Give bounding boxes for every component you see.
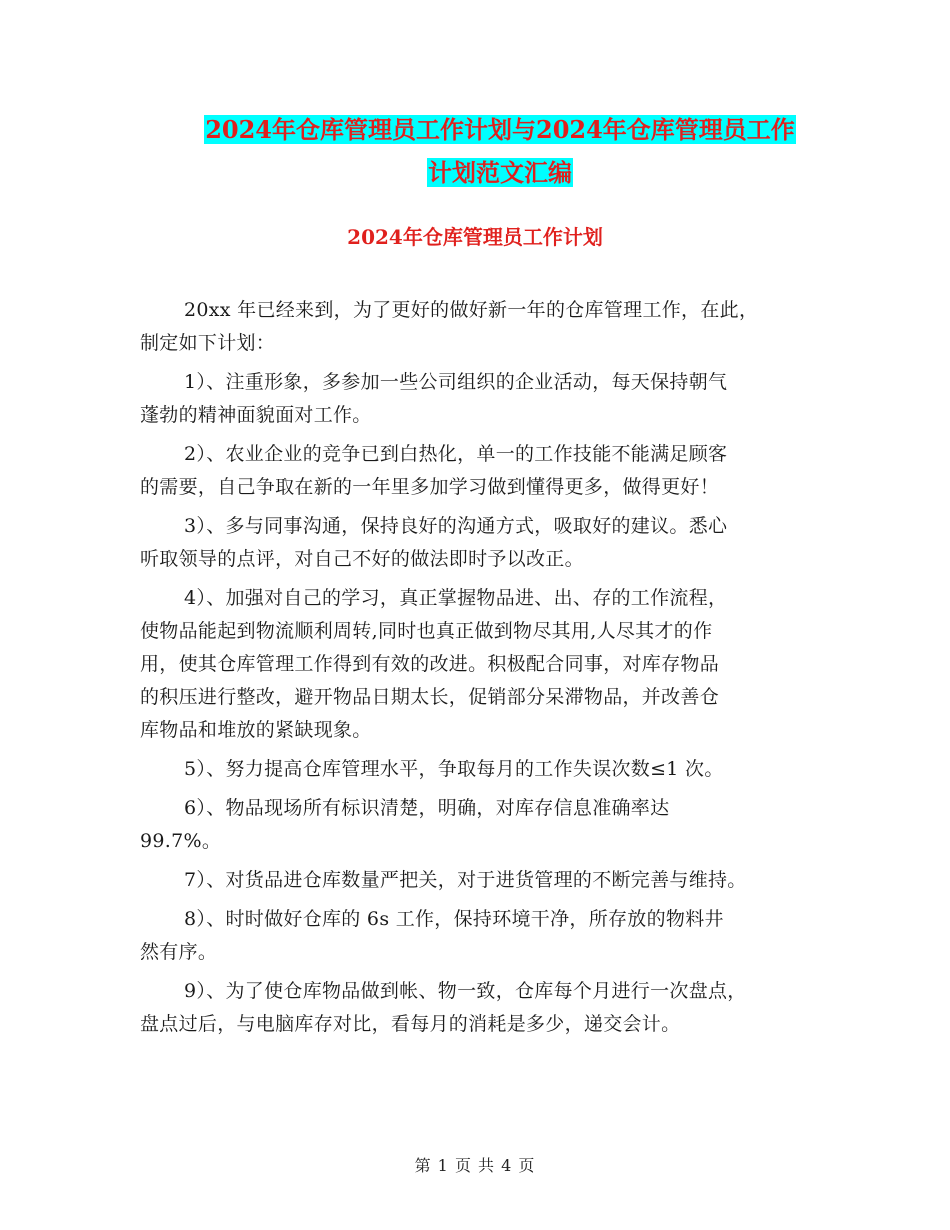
paragraph — [140, 582, 820, 747]
paragraph-line: 的积压进行整改，避开物品日期太长，促销部分呆滞物品，并改善仓 — [140, 686, 720, 708]
paragraph-line: 使物品能起到物流顺利周转,同时也真正做到物尽其用,人尽其才的作 — [140, 620, 713, 642]
paragraph-line: 3）、多与同事沟通，保持良好的沟通方式，吸取好的建议。悉心 — [184, 515, 728, 537]
paragraph-line: 6）、物品现场所有标识清楚，明确，对库存信息准确率达 — [184, 797, 670, 819]
paragraph — [140, 510, 820, 576]
paragraph-line: 1）、注重形象，多参加一些公司组织的企业活动，每天保持朝气 — [184, 371, 728, 393]
paragraph-line: 99.7%。 — [140, 830, 222, 852]
paragraph-line: 蓬勃的精神面貌面对工作。 — [140, 404, 372, 426]
page-footer: 第 1 页 共 4 页 — [414, 1156, 536, 1175]
paragraph — [140, 792, 820, 858]
paragraph — [140, 975, 820, 1041]
document-body — [140, 294, 820, 1047]
paragraph-line: 然有序。 — [140, 941, 218, 963]
paragraph-line: 4）、加强对自己的学习，真正掌握物品进、出、存的工作流程， — [184, 587, 728, 609]
paragraph-line: 5）、努力提高仓库管理水平，争取每月的工作失误次数≤1 次。 — [184, 758, 724, 780]
paragraph-line: 8）、时时做好仓库的 6s 工作，保持环境干净，所存放的物料井 — [184, 908, 724, 930]
paragraph — [140, 753, 820, 786]
paragraph-line: 听取领导的点评，对自己不好的做法即时予以改正。 — [140, 548, 584, 570]
paragraph-line: 9）、为了使仓库物品做到帐、物一致，仓库每个月进行一次盘点， — [184, 980, 747, 1002]
paragraph-line: 7）、对货品进仓库数量严把关，对于进货管理的不断完善与维持。 — [184, 869, 747, 891]
paragraph-line: 2）、农业企业的竞争已到白热化，单一的工作技能不能满足顾客 — [184, 443, 728, 465]
paragraph — [140, 438, 820, 504]
section-heading: 2024年仓库管理员工作计划 — [347, 225, 603, 249]
paragraph — [140, 903, 820, 969]
paragraph — [140, 294, 820, 360]
paragraph-line: 的需要，自己争取在新的一年里多加学习做到懂得更多，做得更好！ — [140, 476, 720, 498]
document-title-line-2: 计划范文汇编 — [428, 158, 572, 187]
paragraph-line: 制定如下计划： — [140, 332, 276, 354]
paragraph-line: 库物品和堆放的紧缺现象。 — [140, 719, 372, 741]
paragraph-line: 用，使其仓库管理工作得到有效的改进。积极配合同事，对库存物品 — [140, 653, 720, 675]
paragraph-line: 20xx 年已经来到，为了更好的做好新一年的仓库管理工作，在此， — [184, 299, 759, 321]
document-title — [140, 108, 860, 194]
paragraph — [140, 366, 820, 432]
document-title-line-1: 2024年仓库管理员工作计划与2024年仓库管理员工作 — [205, 115, 795, 144]
paragraph-line: 盘点过后，与电脑库存对比，看每月的消耗是多少，递交会计。 — [140, 1013, 681, 1035]
paragraph — [140, 864, 820, 897]
